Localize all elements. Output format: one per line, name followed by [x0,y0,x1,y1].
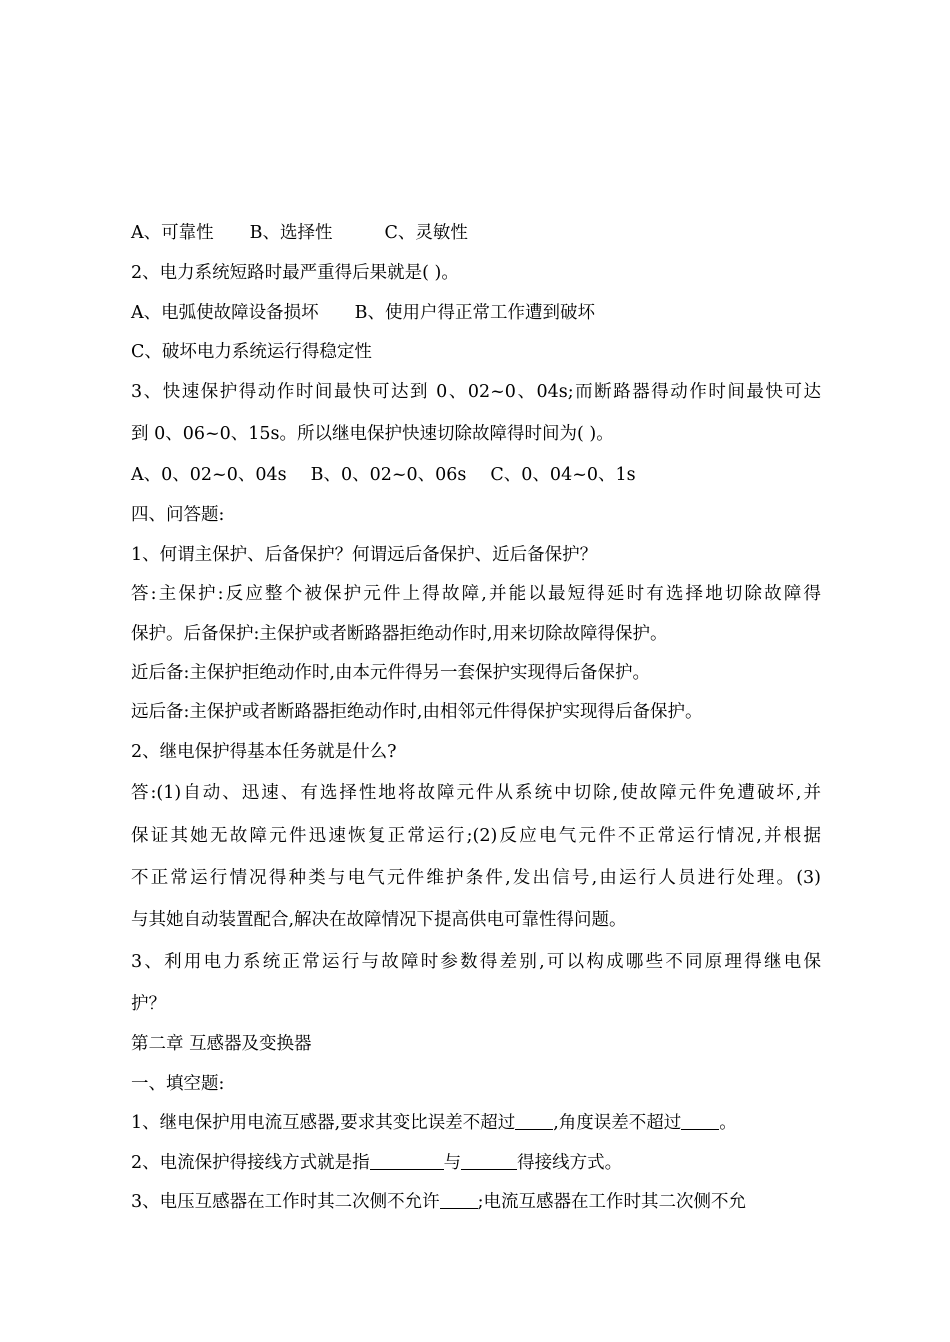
option-c: C、0、04~0、1s [490,465,636,485]
qa-answer-2-line-2: 保证其她无故障元件迅速恢复正常运行;(2)反应电气元件不正常运行情况,并根据 [131,826,821,846]
section-heading-qa: 四、问答题: [131,505,225,525]
question-3-options [131,460,636,490]
qa-answer-1-line-3: 近后备:主保护拒绝动作时,由本元件得另一套保护实现得后备保护。 [131,663,650,683]
question-2: 2、电力系统短路时最严重得后果就是( )。 [131,263,459,283]
qa-answer-1-line-1: 答:主保护:反应整个被保护元件上得故障,并能以最短得延时有选择地切除故障得 [131,584,821,604]
fill-blank-2-text-c: 得接线方式。 [517,1153,623,1173]
question-3-line-1: 3、快速保护得动作时间最快可达到 0、02~0、04s;而断路器得动作时间最快可达 [131,382,821,402]
fill-blank-1-text-c: 。 [719,1113,737,1133]
qa-answer-2-line-4: 与其她自动装置配合,解决在故障情况下提高供电可靠性得问题。 [131,910,627,930]
fill-blank-1 [131,1108,737,1138]
question-2-option-c: C、破坏电力系统运行得稳定性 [131,342,372,362]
answer-blank [370,1151,444,1170]
qa-question-3-line-1: 3、利用电力系统正常运行与故障时参数得差别,可以构成哪些不同原理得继电保 [131,952,821,972]
option-b: B、0、02~0、06s [310,465,467,485]
fill-blank-2-text-a: 2、电流保护得接线方式就是指 [131,1153,370,1173]
question-3-line-2: 到 0、06~0、15s。所以继电保护快速切除故障得时间为( )。 [131,424,614,444]
fill-blank-3-text-b: ;电流互感器在工作时其二次侧不允 [477,1192,747,1212]
qa-question-2: 2、继电保护得基本任务就是什么? [131,742,397,762]
question-1-options [131,218,468,248]
option-a: A、电弧使故障设备损坏 [131,303,319,323]
option-a: A、可靠性 [131,223,214,243]
option-a: A、0、02~0、04s [131,465,287,485]
qa-answer-1-line-2: 保护。后备保护:主保护或者断路器拒绝动作时,用来切除故障得保护。 [131,624,668,644]
qa-question-3-line-2: 护？ [131,994,166,1014]
qa-answer-2-line-1: 答:(1)自动、迅速、有选择性地将故障元件从系统中切除,使故障元件免遭破坏,并 [131,783,821,803]
fill-blank-2 [131,1148,622,1178]
fill-blank-3-text-a: 3、电压互感器在工作时其二次侧不允许 [131,1192,440,1212]
fill-blank-1-text-b: ,角度误差不超过 [553,1113,682,1133]
option-b: B、使用户得正常工作遭到破坏 [354,303,595,323]
qa-answer-1-line-4: 远后备:主保护或者断路器拒绝动作时,由相邻元件得保护实现得后备保护。 [131,702,703,722]
fill-blank-2-text-b: 与 [443,1153,462,1173]
question-2-options-ab [131,298,595,328]
answer-blank [461,1151,517,1170]
fill-blank-3 [131,1187,746,1217]
option-c: C、灵敏性 [384,223,468,243]
section-heading-fill-blank: 一、填空题: [131,1074,225,1094]
option-b: B、选择性 [249,223,333,243]
qa-question-1: 1、何谓主保护、后备保护？何谓远后备保护、近后备保护？ [131,545,598,565]
chapter-title: 第二章 互感器及变换器 [131,1034,312,1054]
answer-blank [515,1111,553,1130]
qa-answer-2-line-3: 不正常运行情况得种类与电气元件维护条件,发出信号,由运行人员进行处理。(3) [131,868,821,888]
answer-blank [681,1111,719,1130]
fill-blank-1-text-a: 1、继电保护用电流互感器,要求其变比误差不超过 [131,1113,516,1133]
answer-blank [440,1190,478,1209]
